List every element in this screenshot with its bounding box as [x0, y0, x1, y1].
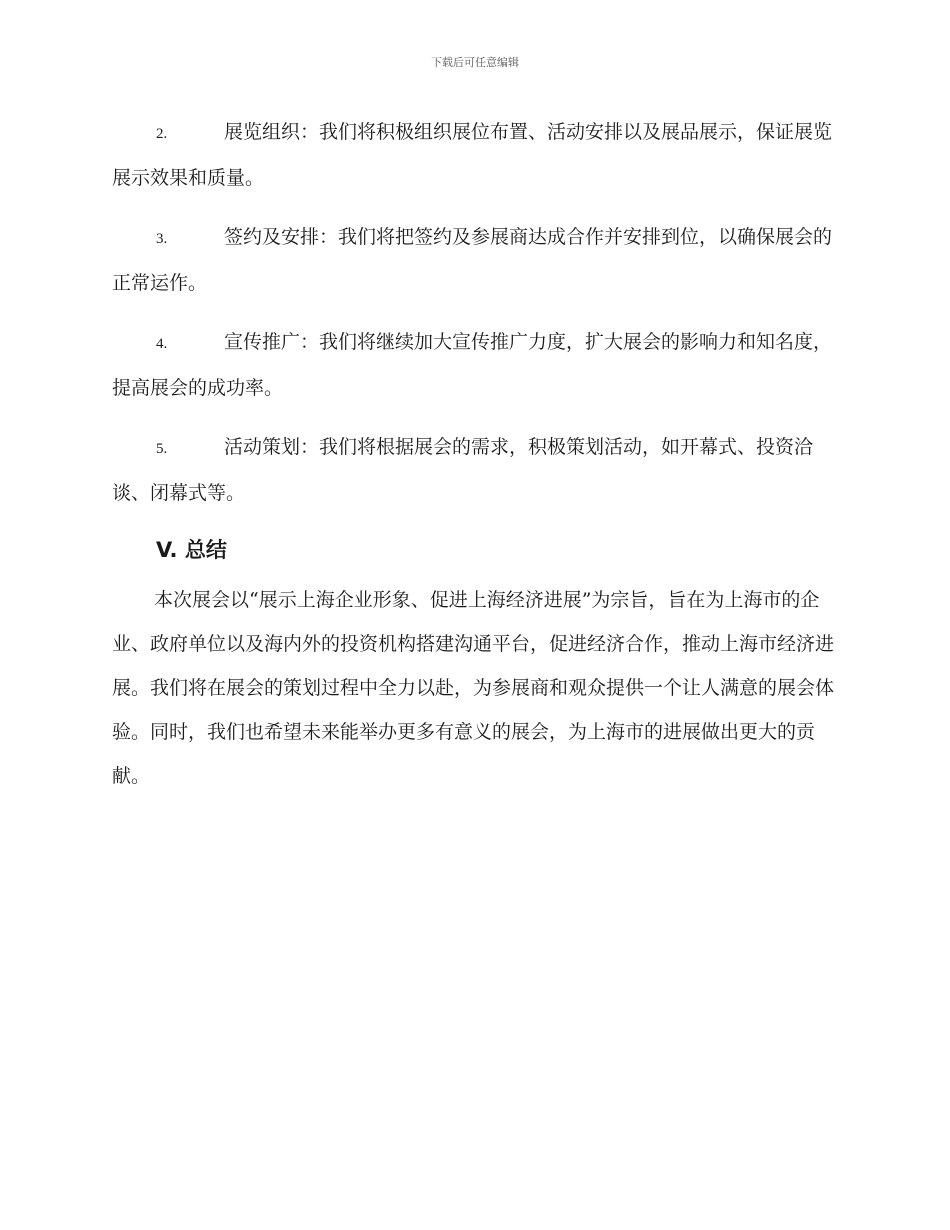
list-item-text: 展览组织：我们将积极组织展位布置、活动安排以及展品展示，保证展览展示效果和质量。 [112, 121, 833, 189]
section-heading: V. 总结 [156, 538, 227, 562]
document-body [112, 110, 838, 798]
list-item-number: 5. [156, 441, 168, 457]
list-item-number: 2. [156, 126, 168, 142]
list-item-number: 4. [156, 336, 168, 352]
list-item-text: 宣传推广：我们将继续加大宣传推广力度，扩大展会的影响力和知名度，提高展会的成功率。 [112, 331, 833, 399]
list-item [112, 320, 838, 410]
list-item-text: 活动策划：我们将根据展会的需求，积极策划活动，如开幕式、投资洽谈、闭幕式等。 [112, 436, 814, 504]
list-item [112, 215, 838, 305]
page-header: 下载后可任意编辑 [431, 56, 519, 69]
list-item-text: 签约及安排：我们将把签约及参展商达成合作并安排到位，以确保展会的正常运作。 [112, 226, 833, 294]
list-item [112, 110, 838, 200]
list-item [112, 425, 838, 515]
list-item-number: 3. [156, 231, 168, 247]
summary-paragraph: 本次展会以“展示上海企业形象、促进上海经济进展”为宗旨，旨在为上海市的企业、政府单位以及海内外的投资机构搭建沟通平台，促进经济合作，推动上海市经济进展。我们将在展会的策划过程中全力以赴，为参展商和观众提供一个让人满意的展会体验。同时，我们也希望未来能举办更多有意义的展会，为上海市的进展做出更大的贡献。 [112, 589, 835, 787]
